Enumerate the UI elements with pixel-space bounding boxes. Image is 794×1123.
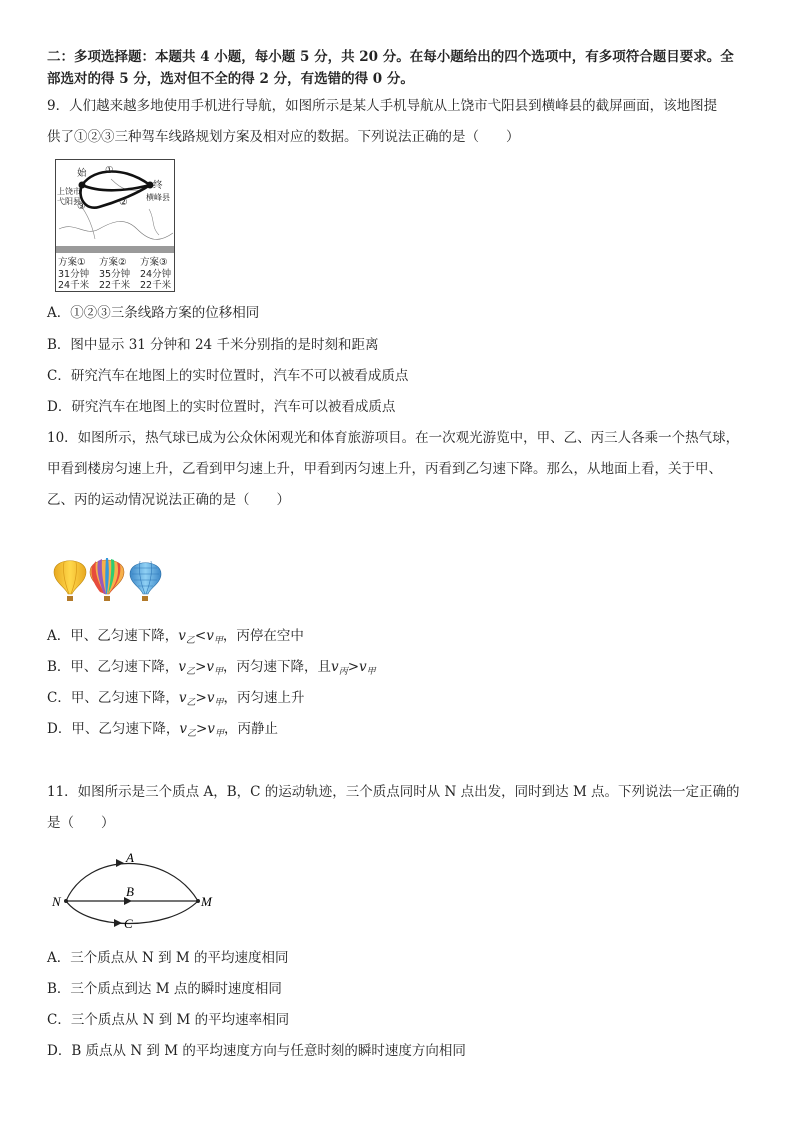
q10-a-v2: v [206, 628, 214, 644]
q9-stem-line1: 9．人们越来越多地使用手机进行导航，如图所示是某人手机导航从上饶市弋阳县到横峰县的截屏画面，该地图提 [47, 98, 718, 114]
q10-stem-line1: 10．如图所示，热气球已成为公众休闲观光和体育旅游项目。在一次观光游览中，甲、乙、丙三人各乘一个热气球， [47, 430, 740, 446]
plan-2-name: 方案② [99, 257, 127, 268]
balloon-blue [130, 561, 161, 601]
route-1-label: ① [105, 165, 114, 176]
map-divider-bar [56, 246, 174, 253]
q9-option-a[interactable]: A．①②③三条线路方案的位移相同 [47, 305, 260, 321]
q10-option-d[interactable] [47, 723, 278, 737]
q11-option-c[interactable]: C．三个质点从 N 到 M 的平均速率相同 [47, 1012, 290, 1028]
q10-b-v3: v [331, 659, 339, 675]
q10-a-sub2: 甲 [213, 636, 223, 646]
q9-option-c[interactable]: C．研究汽车在地图上的实时位置时，汽车不可以被看成质点 [47, 368, 409, 384]
q10-balloon-figure [50, 552, 165, 604]
plan-2-time: 35分钟 [99, 269, 131, 280]
q10-a-post: ，丙停在空中 [222, 628, 304, 644]
label-m: M [201, 894, 212, 909]
label-b: B [126, 884, 134, 899]
q10-b-v4: v [359, 659, 367, 675]
q10-d-v: v [179, 721, 187, 737]
q11-trajectory-svg [48, 846, 223, 936]
q9-navigation-map [55, 159, 175, 292]
arrow-a [116, 859, 124, 867]
q9-option-d[interactable]: D．研究汽车在地图上的实时位置时，汽车可以被看成质点 [47, 399, 396, 415]
arrow-c [114, 919, 122, 927]
q10-c-pre: C．甲、乙匀速下降， [47, 690, 179, 706]
q10-b-sub3: 丙 [338, 667, 348, 677]
balloon-yellow [54, 561, 86, 601]
q10-b-sub4: 甲 [366, 667, 376, 677]
q10-d-pre: D．甲、乙匀速下降， [47, 721, 180, 737]
q10-balloons-svg [50, 552, 165, 604]
plan-1-name: 方案① [58, 257, 86, 268]
end-place: 横峰县 [146, 193, 170, 202]
q10-a-pre: A．甲、乙匀速下降， [47, 628, 179, 644]
q10-stem-line2: 甲看到楼房匀速上升，乙看到甲匀速上升，甲看到丙匀速上升，丙看到乙匀速下降。那么，从地面上看，关于甲、 [47, 461, 722, 477]
label-n: N [52, 894, 61, 909]
q10-b-rel2: > [347, 659, 360, 675]
q10-c-v: v [178, 690, 187, 706]
q11-option-b[interactable]: B．三个质点到达 M 点的瞬时速度相同 [47, 981, 282, 997]
point-n [64, 899, 68, 903]
start-place-1: 上饶市 [57, 187, 81, 196]
q11-stem-line1: 11．如图所示是三个质点 A，B，C 的运动轨迹，三个质点同时从 N 点出发，同时到达 M 点。下列说法一定正确的 [47, 784, 740, 800]
start-place-2: 弋阳县 [57, 197, 81, 206]
section-header-line1: 二：多项选择题：本题共 4 小题，每小题 5 分，共 20 分。在每小题给出的四个选项中，有多项符合题目要求。全 [47, 49, 734, 65]
q9-option-b[interactable]: B．图中显示 31 分钟和 24 千米分别指的是时刻和距离 [47, 337, 379, 353]
point-m [196, 899, 200, 903]
q10-d-v2: v [207, 721, 215, 737]
plan-3-dist: 22千米 [140, 280, 172, 291]
q11-option-d[interactable]: D．B 质点从 N 到 M 的平均速度方向与任意时刻的瞬时速度方向相同 [47, 1043, 466, 1059]
q10-b-sub2: 甲 [214, 667, 224, 677]
q10-a-sub1: 乙 [185, 636, 195, 646]
q10-c-rel: > [195, 690, 207, 706]
plan-3-name: 方案③ [140, 257, 168, 268]
q10-option-b[interactable] [47, 661, 376, 675]
route-2-label: ② [119, 197, 128, 208]
q11-stem-line2: 是（ ） [47, 815, 115, 831]
balloon-rainbow [90, 558, 124, 601]
q10-c-post: ，丙匀速上升 [223, 690, 305, 706]
q11-option-a[interactable]: A．三个质点从 N 到 M 的平均速度相同 [47, 950, 289, 966]
plan-1-time: 31分钟 [58, 269, 90, 280]
q10-d-sub2: 甲 [214, 729, 224, 739]
start-label: 始 [77, 168, 87, 179]
plan-3-time: 24分钟 [140, 269, 172, 280]
q9-map-svg [55, 159, 175, 292]
plan-table [58, 256, 172, 291]
label-c: C [124, 916, 133, 931]
label-a: A [126, 850, 134, 865]
section-header-line2: 部选对的得 5 分，选对但不全的得 2 分，有选错的得 0 分。 [47, 71, 414, 87]
q10-option-a[interactable] [47, 630, 304, 644]
q10-b-post: ，丙匀速下降，且 [223, 659, 332, 675]
q11-trajectory-figure [48, 846, 223, 936]
q10-c-v2: v [206, 690, 215, 706]
q10-c-sub1: 乙 [186, 698, 196, 708]
end-label: 终 [153, 180, 163, 191]
q9-stem-line2: 供了①②③三种驾车线路规划方案及相对应的数据。下列说法正确的是（ ） [47, 129, 520, 145]
q10-c-sub2: 甲 [214, 698, 224, 708]
q10-b-rel: > [195, 659, 207, 675]
q10-option-c[interactable] [47, 692, 304, 706]
q10-stem-line3: 乙、丙的运动情况说法正确的是（ ） [47, 492, 290, 508]
q10-b-v: v [178, 659, 187, 675]
q10-d-sub1: 乙 [186, 729, 196, 739]
q10-a-rel: < [194, 628, 207, 644]
q10-b-v2: v [206, 659, 215, 675]
plan-2-dist: 22千米 [99, 280, 131, 291]
q10-d-post: ，丙静止 [223, 721, 278, 737]
q10-a-v: v [178, 628, 186, 644]
q10-b-sub1: 乙 [186, 667, 196, 677]
route-3-label: ③ [77, 201, 86, 212]
q10-d-rel: > [195, 721, 208, 737]
plan-1-dist: 24千米 [58, 280, 90, 291]
q10-b-pre: B．甲、乙匀速下降， [47, 659, 179, 675]
